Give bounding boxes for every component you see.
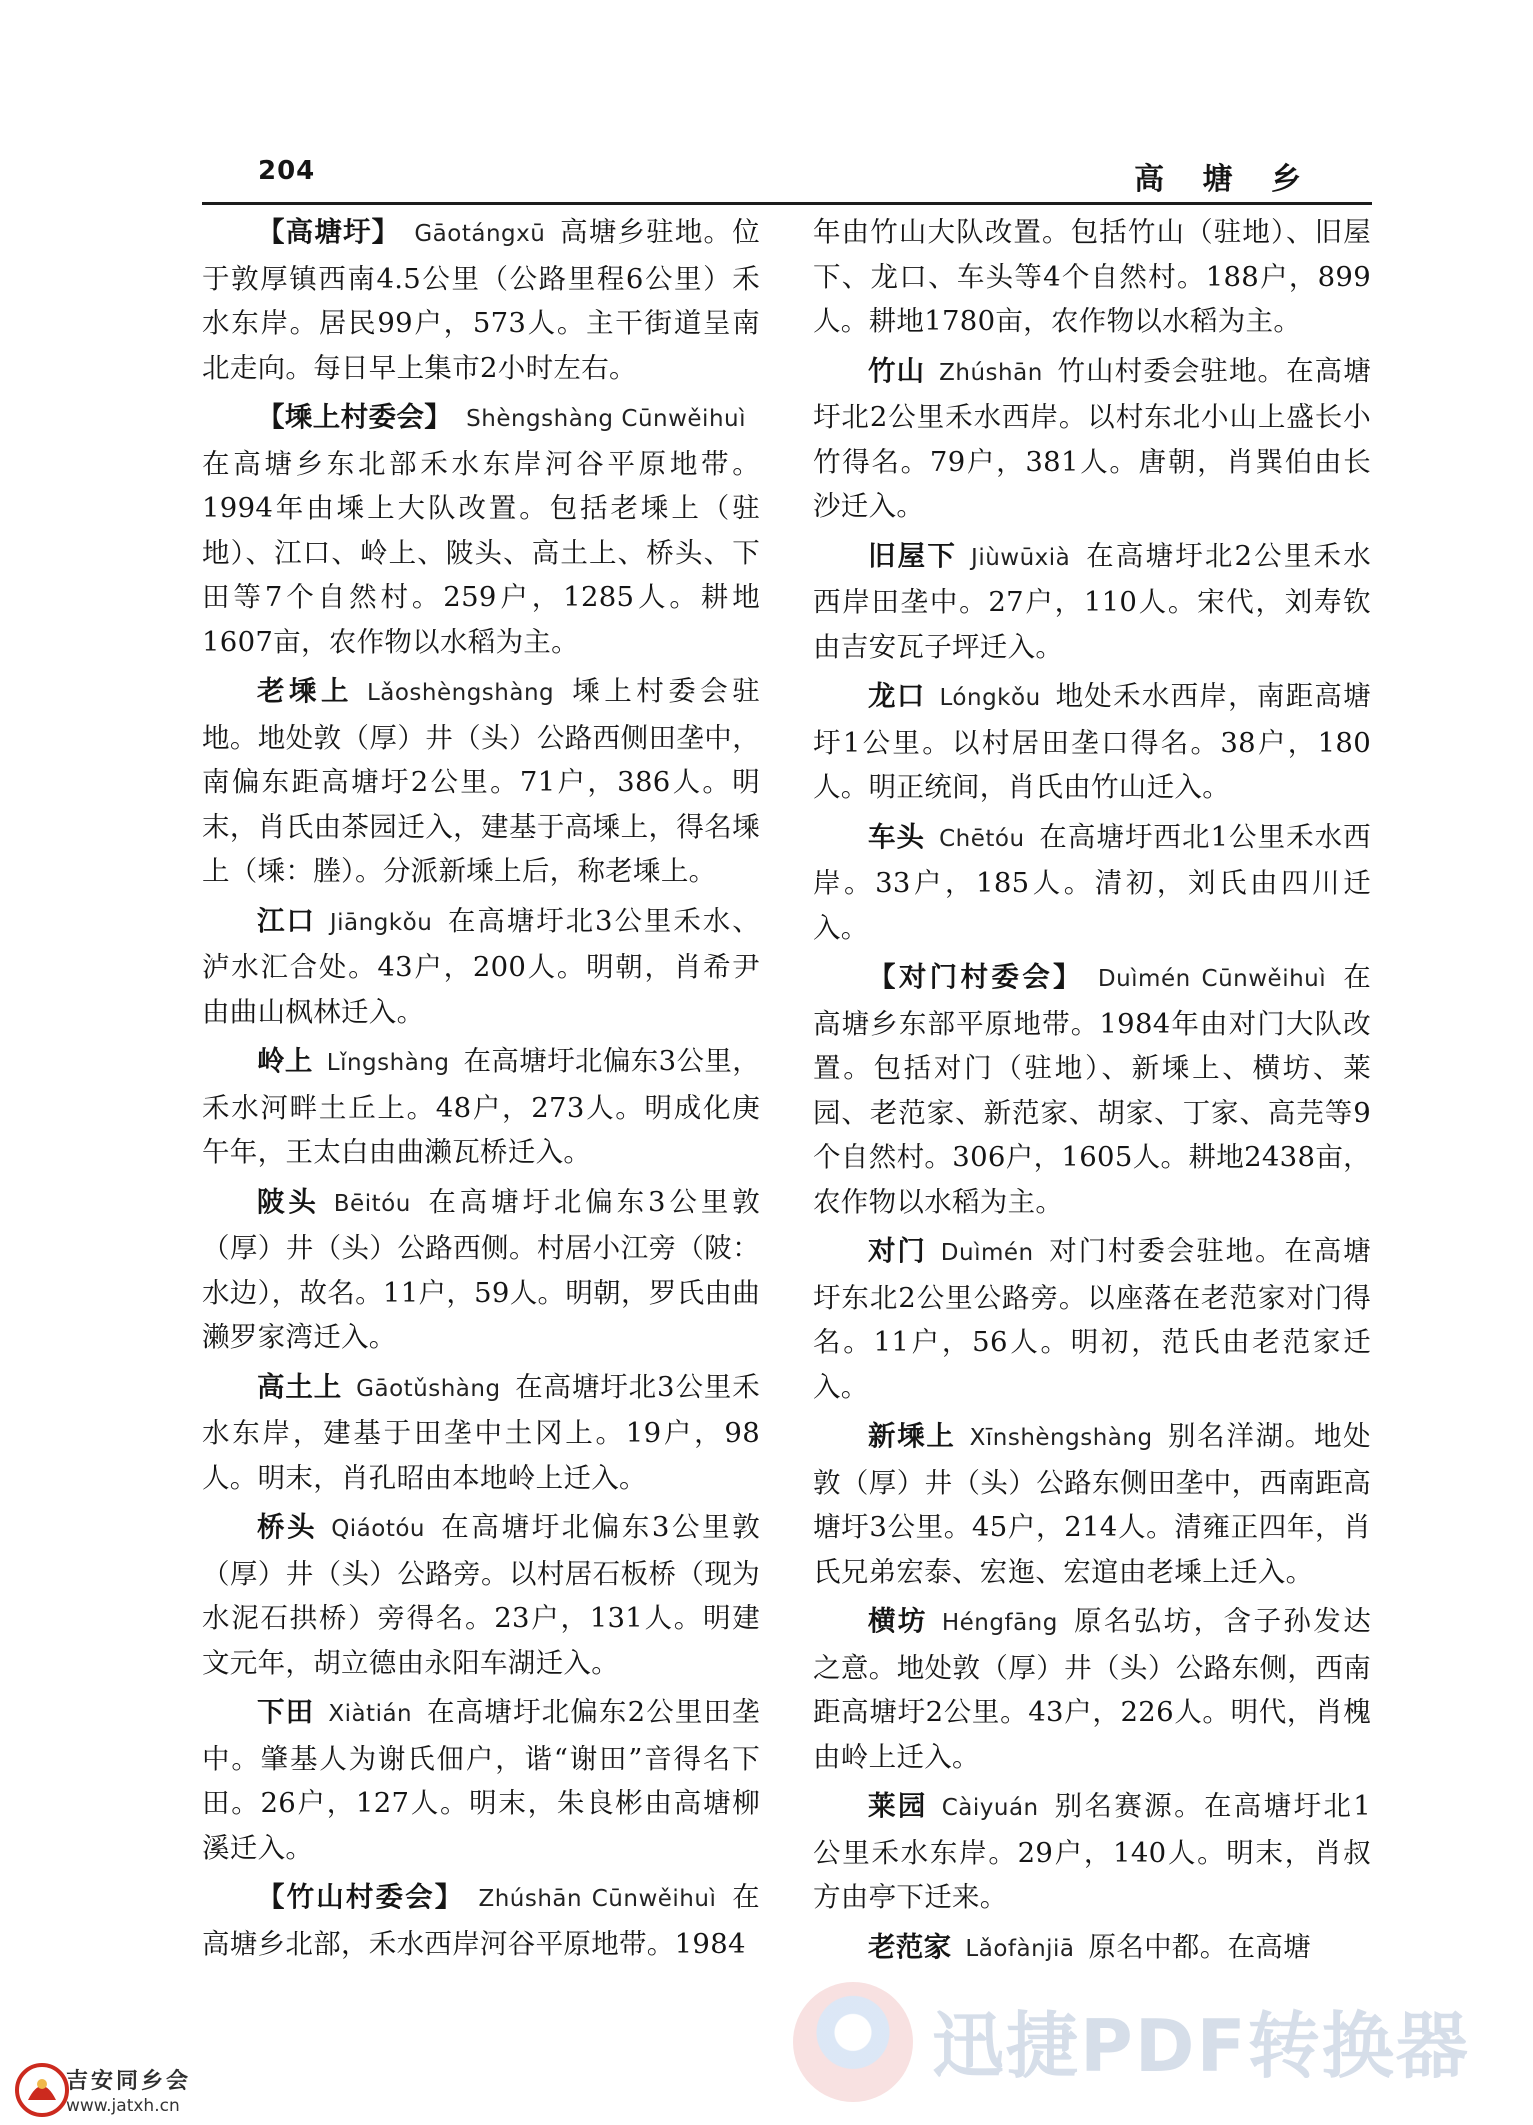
entry-text: 原名中都。在高塘 [1088,1930,1311,1963]
entry-pinyin: Bēitóu [333,1190,411,1217]
entry-text: 在高塘圩北偏东3公里敦（厚）井（头）公路西侧。村居小江旁（陂：水边），故名。11户，59人。明朝，罗氏由曲濑罗家湾迁入。 [202,1185,761,1353]
entry-paragraph [202,1505,760,1685]
entry-term: 【塖上村委会】 [257,401,453,433]
entry-text: 塖上村委会驻地。地处敦（厚）井（头）公路西侧田垄中，南偏东距高塘圩2公里。71户，386人。明末，肖氏由茶园迁入，建基于高塖上，得名塖上（塖：塍）。分派新塖上后，称老塖上。 [202,675,760,887]
entry-paragraph [813,1599,1371,1779]
entry-term: 【高塘圩】 [257,216,401,248]
entry-paragraph [202,210,760,390]
entry-pinyin: Zhúshān [939,359,1043,386]
entry-term: 莱园 [868,1790,928,1822]
seal-caption: 吉安同乡会 [66,2068,192,2094]
entry-pinyin: Qiáotóu [331,1516,426,1542]
entry-paragraph [202,395,760,664]
entry-paragraph [813,1414,1371,1594]
entry-pinyin: Jiāngkǒu [329,909,433,936]
entry-text: 别名赛源。在高塘圩北1公里禾水东岸。29户，140人。明末，肖叔方由亭下迁来。 [813,1790,1372,1913]
entry-paragraph [813,1925,1371,1972]
entry-pinyin: Duìmén [940,1240,1034,1266]
header-rule [202,202,1372,205]
entry-pinyin: Duìmén Cūnwěihuì [1097,966,1327,992]
entry-paragraph [202,1039,760,1175]
entry-pinyin: Gāotǔshàng [356,1375,501,1402]
entry-pinyin: Jiùwūxià [971,544,1071,571]
entry-term: 高土上 [257,1370,343,1403]
entry-pinyin: Xiàtián [328,1701,413,1727]
entry-paragraph [202,1180,760,1360]
entry-term: 下田 [257,1696,315,1728]
entry-pinyin: Shèngshàng Cūnwěihuì [466,406,746,432]
entry-text: 竹山村委会驻地。在高塘圩北2公里禾水西岸。以村东北小山上盛长小竹得名。79户，381人。唐朝，肖巽伯由长沙迁入。 [813,354,1371,522]
entry-term: 【对门村委会】 [868,961,1084,993]
entry-text: 地处禾水西岸，南距高塘圩1公里。以村居田垄口得名。38户，180人。明正统间，肖氏由竹山迁入。 [813,680,1371,803]
entry-text: 在高塘乡北部，禾水西岸河谷平原地带。1984 [202,1881,760,1960]
entry-paragraph [813,210,1371,344]
entry-pinyin: Gāotángxū [414,221,546,247]
entry-term: 陂头 [257,1185,320,1218]
entry-text: 在高塘圩北偏东3公里敦（厚）井（头）公路旁。以村居石板桥（现为水泥石拱桥）旁得名。23户，131人。明建文元年，胡立德由永阳车湖迁入。 [202,1511,760,1679]
entry-text: 在高塘乡东北部禾水东岸河谷平原地带。1994年由塖上大队改置。包括老塖上（驻地）、江口、岭上、陂头、高土上、桥头、下田等7个自然村。259户，1285人。耕地1607亩，农作物以水稻为主。 [202,447,760,658]
left-column [202,210,760,1966]
entry-pinyin: Lǎoshèngshàng [366,680,555,706]
entry-paragraph [813,815,1371,951]
entry-text: 在高塘乡东部平原地带。1984年由对门大队改置。包括对门（驻地）、新塖上、横坊、莱园、老范家、新范家、胡家、丁家、高芫等9个自然村。306户，1605人。耕地2438亩，农作物以水稻为主。 [813,961,1371,1218]
entry-pinyin: Zhúshān Cūnwěihuì [478,1886,717,1912]
entry-text: 在高塘圩北偏东2公里田垄中。肇基人为谢氏佃户，谐“谢田”音得名下田。26户，127人。明末，朱良彬由高塘柳溪迁入。 [202,1696,760,1864]
entry-paragraph [813,1784,1371,1920]
entry-term: 【竹山村委会】 [257,1881,465,1913]
seal-url: www.jatxh.cn [66,2096,180,2116]
entry-pinyin: Lǐngshàng [326,1050,450,1076]
entry-paragraph [813,349,1371,529]
entry-text: 在高塘圩北3公里禾水、泸水汇合处。43户，200人。明朝，肖希尹由曲山枫林迁入。 [202,904,760,1028]
entry-term: 老塖上 [257,675,353,707]
entry-term: 旧屋下 [868,539,958,572]
entry-paragraph [813,674,1371,810]
entry-text: 在高塘圩西北1公里禾水西岸。33户，185人。清初，刘氏由四川迁入。 [813,820,1371,944]
entry-paragraph [202,1875,760,1966]
entry-pinyin: Chētóu [939,825,1025,852]
page-number: 204 [258,156,316,186]
entry-text: 在高塘圩北偏东3公里，禾水河畔土丘上。48户，273人。明成化庚午年，王太白由曲濑瓦桥迁入。 [202,1045,761,1168]
entry-pinyin: Lóngkǒu [939,685,1041,711]
entry-text: 在高塘圩北3公里禾水东岸，建基于田垄中土冈上。19户，98人。明末，肖孔昭由本地岭上迁入。 [202,1370,761,1494]
entry-term: 车头 [868,820,926,853]
watermark-text: 迅捷PDF转换器 [932,2004,1470,2088]
entry-paragraph [813,955,1371,1224]
entry-term: 岭上 [257,1045,313,1077]
entry-paragraph [202,899,760,1035]
entry-paragraph [813,1229,1371,1409]
entry-paragraph [202,669,760,894]
entry-text: 在高塘圩北2公里禾水西岸田垄中。27户，110人。宋代，刘寿钦由吉安瓦子坪迁入。 [813,539,1371,663]
seal-logo-icon [14,2062,70,2118]
entry-term: 新塖上 [868,1420,956,1452]
entry-pinyin: Xīnshèngshàng [969,1425,1153,1451]
entry-pinyin: Càiyuán [941,1795,1039,1821]
entry-text: 原名弘坊，含子孙发达之意。地处敦（厚）井（头）公路东侧，西南距高塘圩2公里。43户，226人。明代，肖槐由岭上迁入。 [813,1605,1372,1773]
watermark-logo-icon [793,1982,913,2102]
entry-paragraph [202,1365,760,1501]
entry-term: 老范家 [868,1930,952,1963]
entry-term: 对门 [868,1235,927,1267]
entry-text: 高塘乡驻地。位于敦厚镇西南4.5公里（公路里程6公里）禾水东岸。居民99户，573人。主干街道呈南北走向。每日早上集市2小时左右。 [202,216,760,384]
right-column [813,210,1371,1971]
entry-term: 竹山 [868,354,926,387]
entry-term: 横坊 [868,1605,928,1637]
running-title: 高 塘 乡 [1134,162,1315,197]
entry-paragraph [813,534,1371,670]
entry-text: 对门村委会驻地。在高塘圩东北2公里公路旁。以座落在老范家对门得名。11户，56人。明初，范氏由老范家迁入。 [813,1235,1371,1403]
entry-term: 龙口 [868,680,926,712]
entry-text: 别名洋湖。地处敦（厚）井（头）公路东侧田垄中，西南距高塘圩3公里。45户，214人。清雍正四年，肖氏兄弟宏泰、宏迤、宏逭由老塖上迁入。 [813,1420,1371,1588]
entry-pinyin: Héngfāng [941,1610,1058,1636]
entry-paragraph [202,1690,760,1870]
entry-term: 江口 [257,904,316,937]
entry-pinyin: Lǎofànjiā [965,1935,1075,1962]
entry-term: 桥头 [257,1511,318,1543]
entry-text: 年由竹山大队改置。包括竹山（驻地）、旧屋下、龙口、车头等4个自然村。188户，899人。耕地1780亩，农作物以水稻为主。 [813,216,1371,337]
